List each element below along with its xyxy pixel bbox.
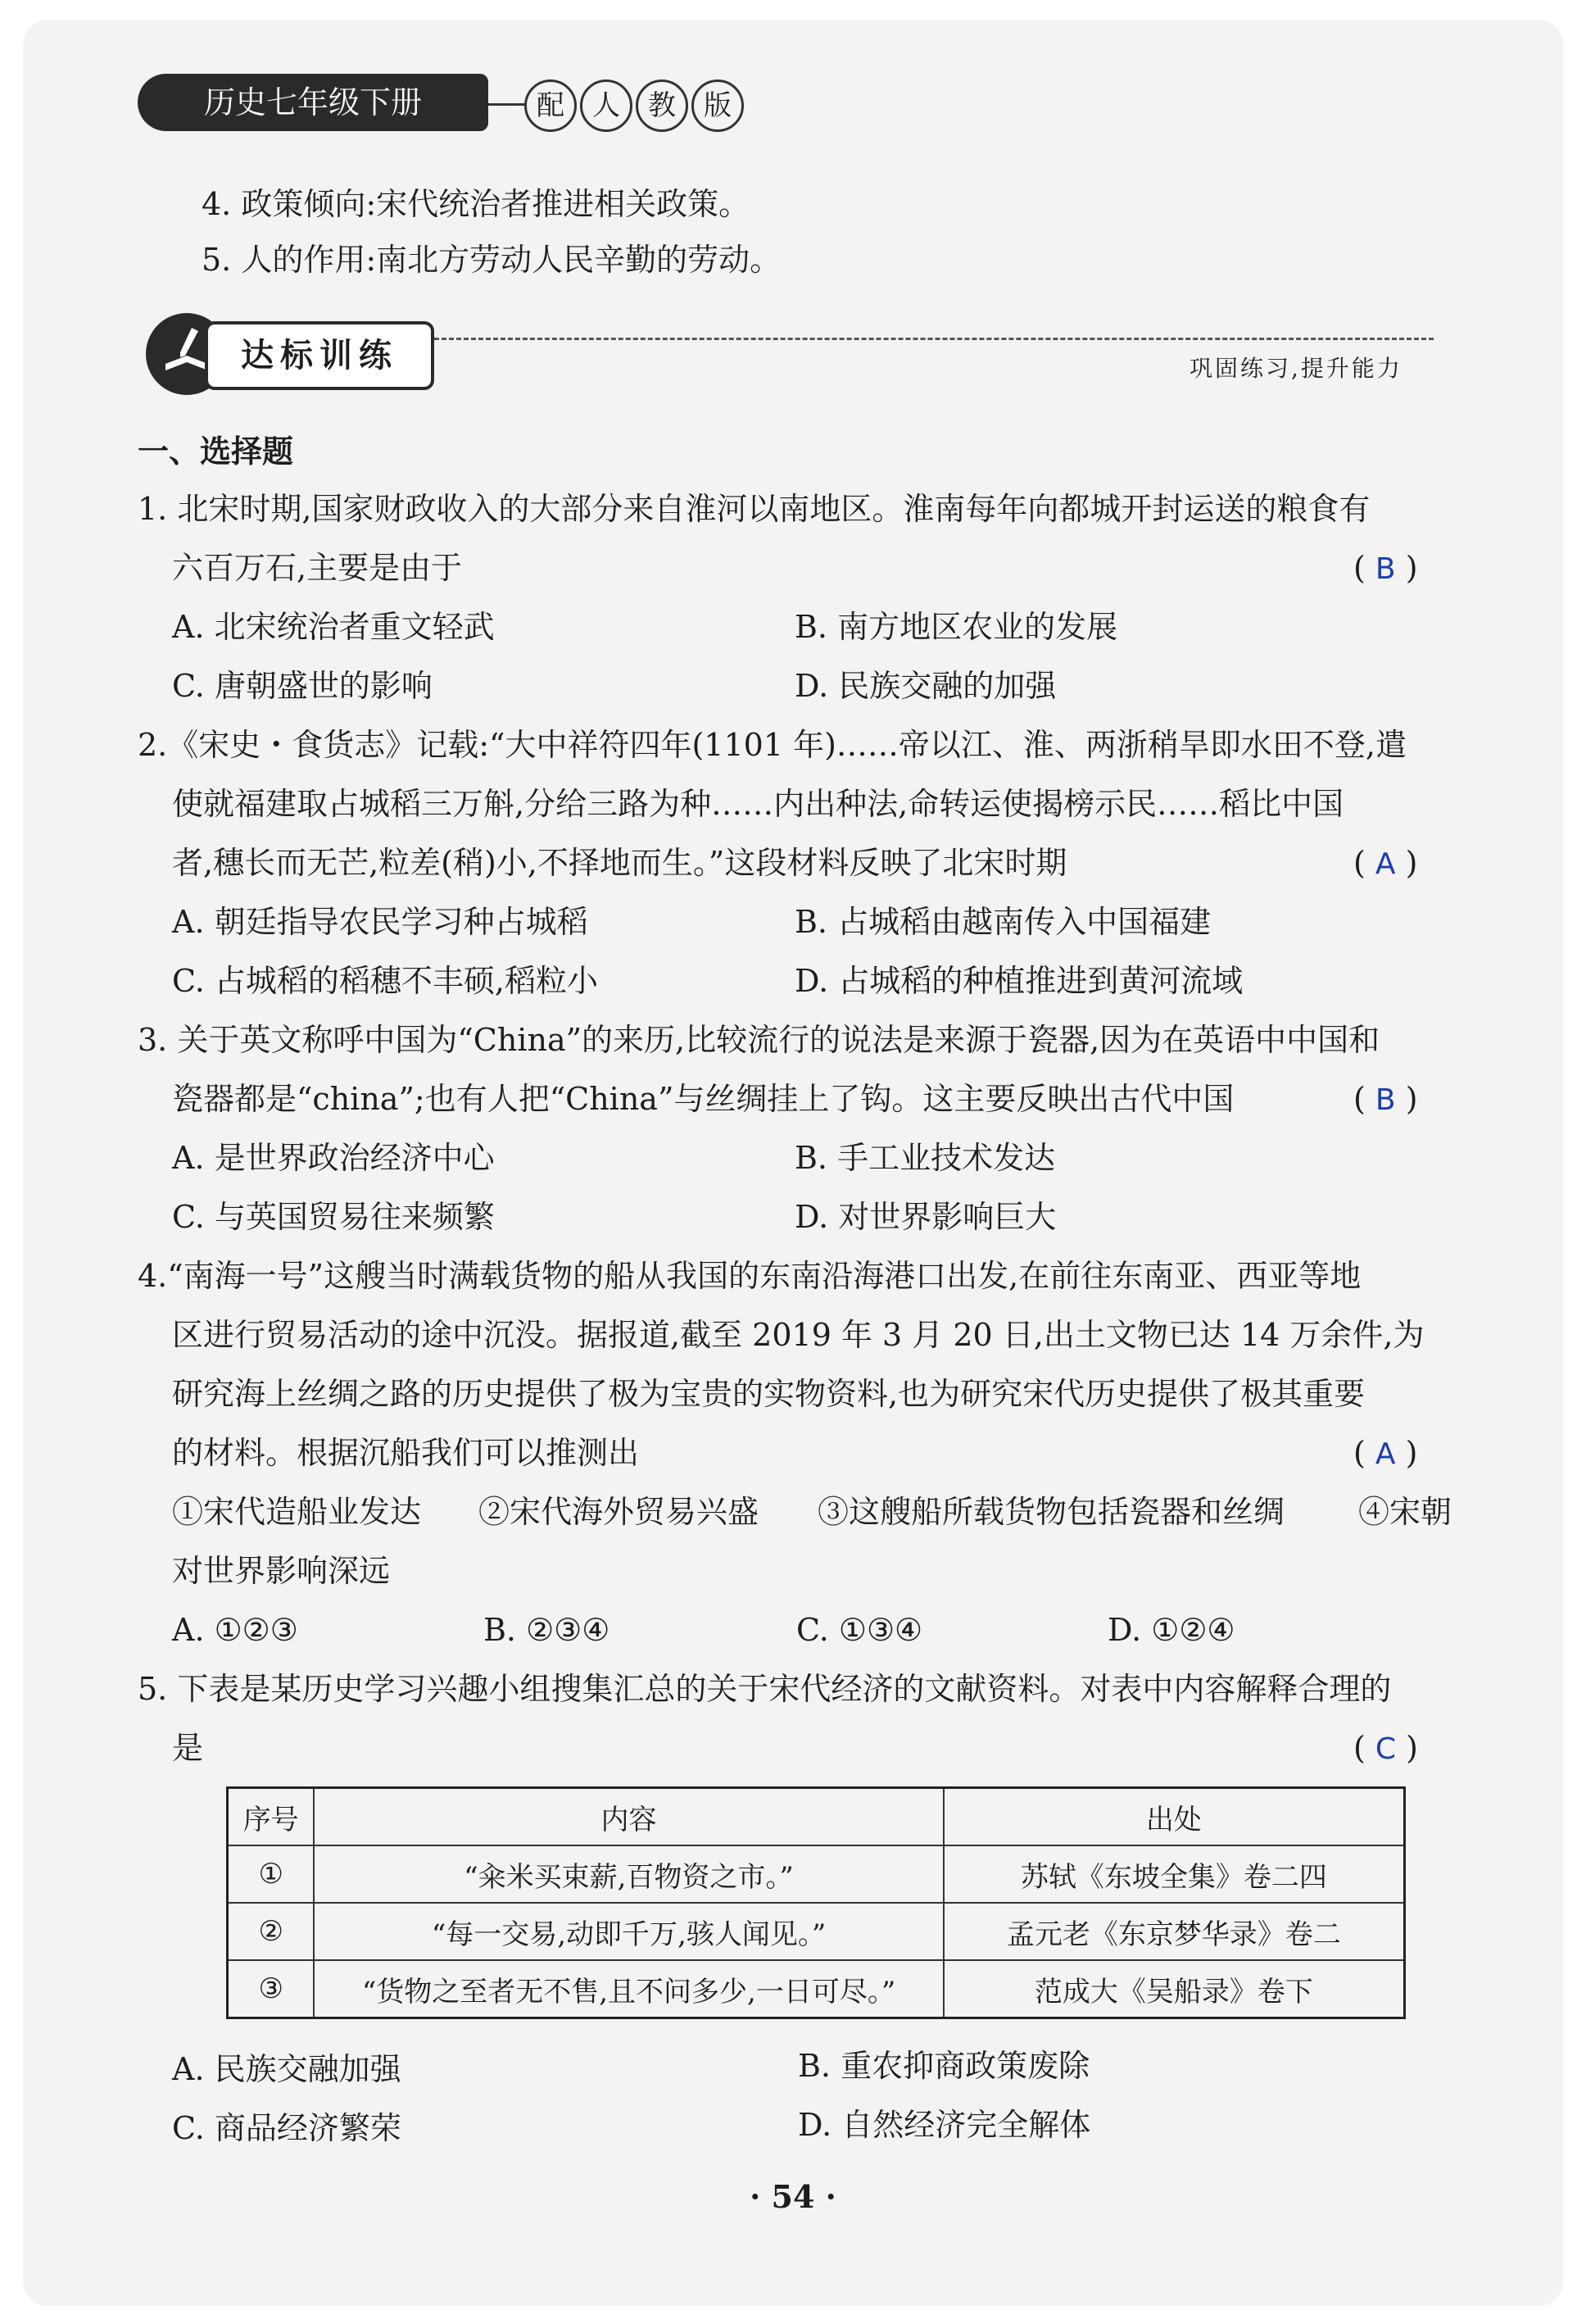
header-connector bbox=[488, 103, 524, 106]
q4-option-c: C. ①③④ bbox=[796, 1612, 923, 1648]
section-subtitle: 巩固练习,提升能力 bbox=[1190, 355, 1402, 382]
q4-statement-3: ③这艘船所载货物包括瓷器和丝绸 bbox=[818, 1494, 1285, 1530]
q2-line-3: 者,穗长而无芒,粒差(稍)小,不择地而生。”这段材料反映了北宋时期 bbox=[172, 845, 1067, 881]
table-cell: ② bbox=[228, 1903, 315, 1960]
q1-answer: ( B ) bbox=[1353, 550, 1418, 586]
q3-line-2: 瓷器都是“china”;也有人把“China”与丝绸挂上了钩。这主要反映出古代中国 bbox=[172, 1081, 1235, 1117]
table-cell: 范成大《吴船录》卷下 bbox=[944, 1960, 1405, 2018]
q5-line-1: 5. 下表是某历史学习兴趣小组搜集汇总的关于宋代经济的文献资料。对表中内容解释合理的 bbox=[138, 1671, 1392, 1707]
q4-option-d: D. ①②④ bbox=[1108, 1612, 1235, 1648]
q4-statement-cont: 对世界影响深远 bbox=[172, 1553, 391, 1589]
q5-option-a: A. 民族交融加强 bbox=[172, 2051, 401, 2087]
q5-option-d: D. 自然经济完全解体 bbox=[798, 2107, 1091, 2143]
q1-option-d: D. 民族交融的加强 bbox=[795, 668, 1057, 704]
q4-line-1: 4.“南海一号”这艘当时满载货物的船从我国的东南沿海港口出发,在前往东南亚、西亚等地 bbox=[138, 1258, 1362, 1294]
q2-line-1: 2.《宋史・食货志》记载:“大中祥符四年(1101 年)……帝以江、淮、两浙稍旱即水田不登,遣 bbox=[138, 727, 1407, 763]
section-divider bbox=[434, 338, 1434, 340]
q3-option-d: D. 对世界影响巨大 bbox=[795, 1199, 1057, 1235]
q5-answer: ( C ) bbox=[1353, 1730, 1418, 1766]
edition-char-2: 人 bbox=[580, 79, 632, 132]
q4-statement-1: ①宋代造船业发达 bbox=[172, 1494, 422, 1530]
table-header-cell: 出处 bbox=[944, 1788, 1405, 1846]
q4-line-3: 研究海上丝绸之路的历史提供了极为宝贵的实物资料,也为研究宋代历史提供了极其重要 bbox=[172, 1376, 1366, 1412]
table-header-cell: 序号 bbox=[228, 1788, 315, 1846]
book-title-tab: 历史七年级下册 bbox=[138, 74, 488, 131]
q3-line-1: 3. 关于英文称呼中国为“China”的来历,比较流行的说法是来源于瓷器,因为在英语中中国和 bbox=[138, 1022, 1380, 1058]
table-cell: ① bbox=[228, 1845, 315, 1903]
table-cell: “每一交易,动即千万,骇人闻见。” bbox=[314, 1903, 943, 1960]
q1-answer-letter: B bbox=[1375, 552, 1396, 586]
q3-option-a: A. 是世界政治经济中心 bbox=[172, 1140, 495, 1176]
table-cell: 孟元老《东京梦华录》卷二 bbox=[944, 1903, 1405, 1960]
part-heading: 一、选择题 bbox=[138, 433, 294, 470]
q5-answer-letter: C bbox=[1375, 1732, 1397, 1766]
q4-answer: ( A ) bbox=[1353, 1435, 1418, 1471]
table-row bbox=[228, 1960, 1405, 2018]
source-table bbox=[226, 1786, 1406, 2019]
q2-answer: ( A ) bbox=[1353, 845, 1418, 881]
q5-option-b: B. 重农抑商政策废除 bbox=[798, 2048, 1090, 2084]
table-cell: “籴米买束薪,百物资之市。” bbox=[314, 1845, 943, 1903]
edition-char-1: 配 bbox=[524, 79, 577, 132]
q2-option-d: D. 占城稻的种植推进到黄河流域 bbox=[795, 963, 1244, 999]
q1-line-2: 六百万石,主要是由于 bbox=[172, 550, 463, 586]
q4-statement-4: ④宋朝 bbox=[1358, 1494, 1452, 1530]
q4-option-b: B. ②③④ bbox=[483, 1612, 610, 1648]
q5-option-c: C. 商品经济繁荣 bbox=[172, 2110, 401, 2146]
table-row bbox=[228, 1903, 1405, 1960]
q2-answer-letter: A bbox=[1375, 847, 1396, 881]
q4-statement-2: ②宋代海外贸易兴盛 bbox=[478, 1494, 759, 1530]
q1-option-c: C. 唐朝盛世的影响 bbox=[172, 668, 433, 704]
q3-option-b: B. 手工业技术发达 bbox=[795, 1140, 1056, 1176]
table-cell: “货物之至者无不售,且不问多少,一日可尽。” bbox=[314, 1960, 943, 2018]
q2-option-c: C. 占城稻的稻穗不丰硕,稻粒小 bbox=[172, 963, 598, 999]
table-header-row bbox=[228, 1788, 1405, 1846]
q4-answer-letter: A bbox=[1375, 1437, 1396, 1471]
q3-answer-letter: B bbox=[1375, 1083, 1396, 1117]
edition-char-4: 版 bbox=[691, 79, 744, 132]
q2-option-b: B. 占城稻由越南传入中国福建 bbox=[795, 904, 1212, 940]
q3-option-c: C. 与英国贸易往来频繁 bbox=[172, 1199, 495, 1235]
page-number: · 54 · bbox=[750, 2178, 836, 2215]
table-cell: 苏轼《东坡全集》卷二四 bbox=[944, 1845, 1405, 1903]
intro-line-5: 5. 人的作用:南北方劳动人民辛勤的劳动。 bbox=[202, 242, 782, 278]
section-title: 达标训练 bbox=[205, 321, 434, 390]
intro-line-4: 4. 政策倾向:宋代统治者推进相关政策。 bbox=[202, 186, 750, 222]
q2-option-a: A. 朝廷指导农民学习种占城稻 bbox=[172, 904, 588, 940]
q1-option-b: B. 南方地区农业的发展 bbox=[795, 609, 1118, 645]
q1-option-a: A. 北宋统治者重文轻武 bbox=[172, 609, 495, 645]
q2-line-2: 使就福建取占城稻三万斛,分给三路为种……内出种法,命转运使揭榜示民……稻比中国 bbox=[172, 786, 1344, 822]
q4-line-2: 区进行贸易活动的途中沉没。据报道,截至 2019 年 3 月 20 日,出土文物已达 14 万余件,为 bbox=[172, 1317, 1425, 1353]
table-row bbox=[228, 1845, 1405, 1903]
q4-line-4: 的材料。根据沉船我们可以推测出 bbox=[172, 1435, 640, 1471]
table-cell: ③ bbox=[228, 1960, 315, 2018]
q1-line-1: 1. 北宋时期,国家财政收入的大部分来自淮河以南地区。淮南每年向都城开封运送的粮食有 bbox=[138, 491, 1371, 527]
q5-line-2: 是 bbox=[172, 1730, 204, 1766]
q3-answer: ( B ) bbox=[1353, 1081, 1418, 1117]
edition-char-3: 教 bbox=[636, 79, 688, 132]
q4-option-a: A. ①②③ bbox=[172, 1612, 298, 1648]
table-header-cell: 内容 bbox=[314, 1788, 943, 1846]
